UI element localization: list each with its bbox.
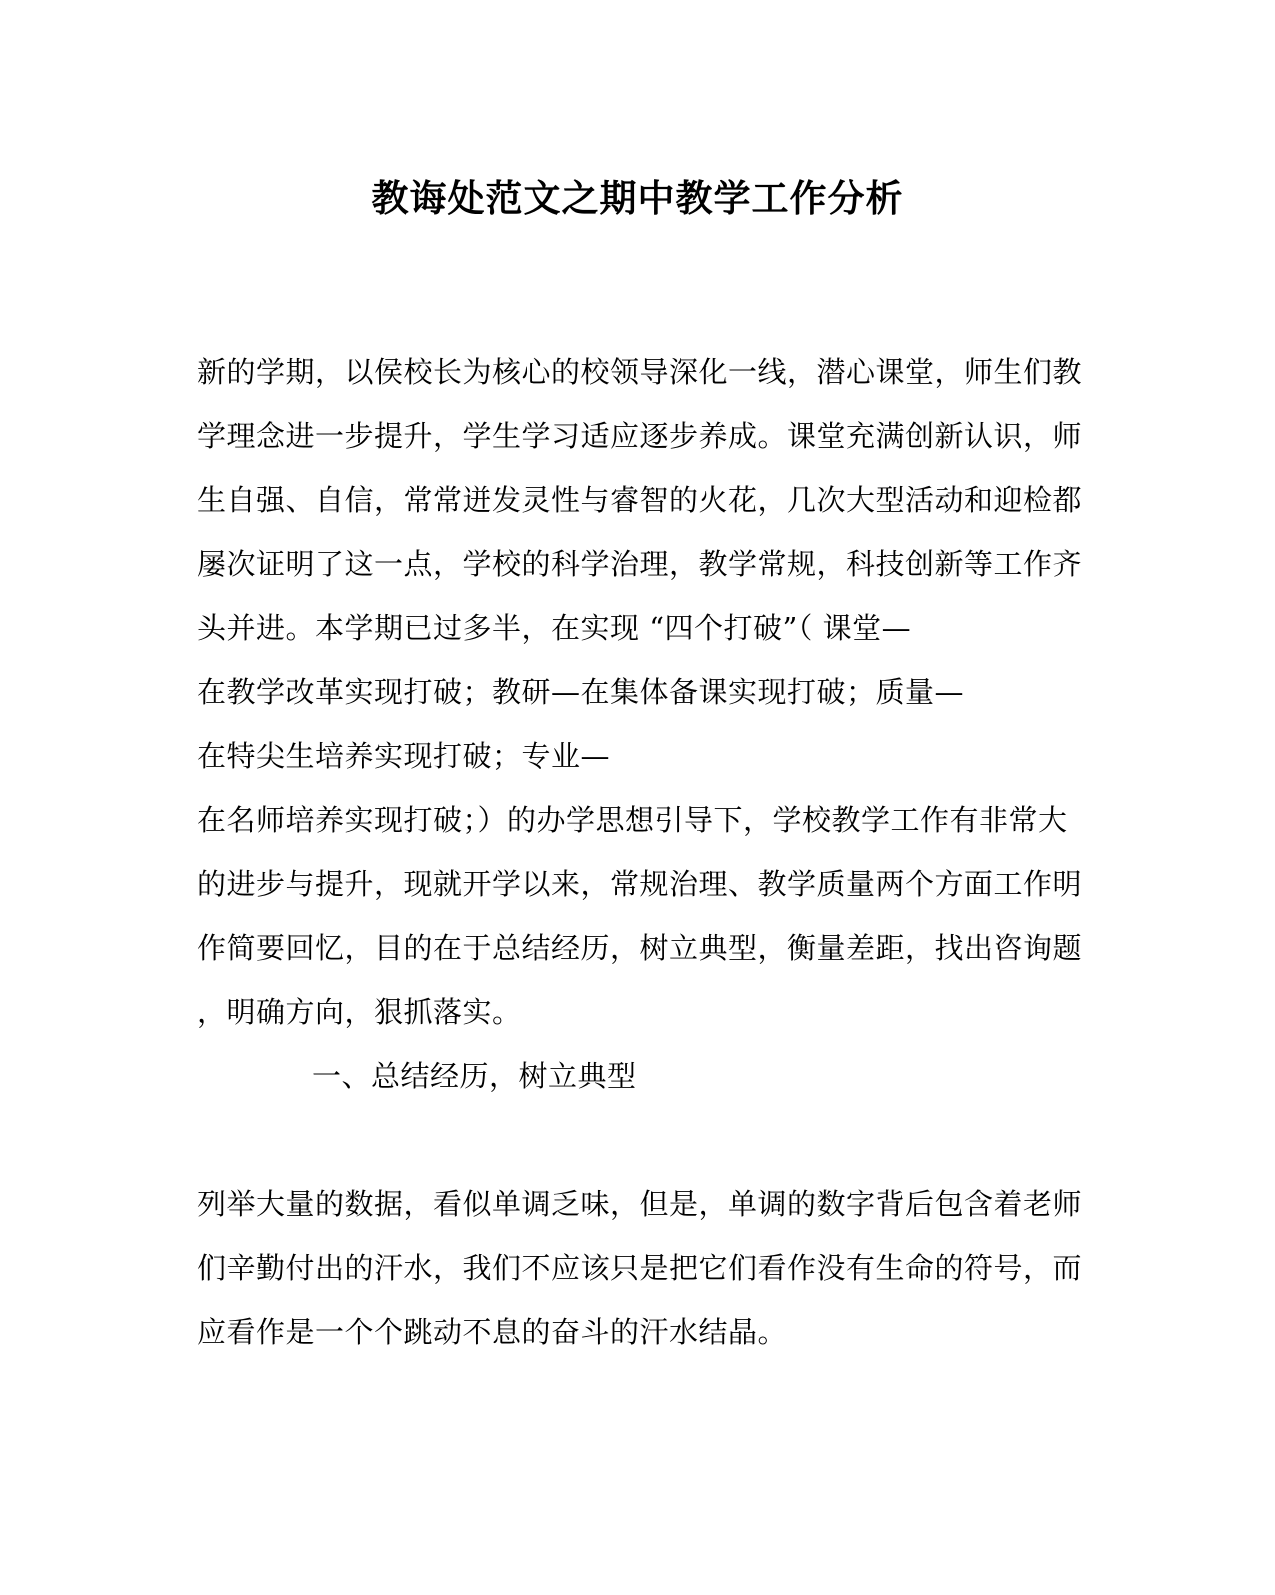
paragraph-1-line-3: 生自强、自信，常常迸发灵性与睿智的火花，几次大型活动和迎检都	[197, 483, 1083, 517]
paragraph-1-line-5: 头并进。本学期已过多半，在实现 “四个打破”（ 课堂—	[197, 611, 912, 645]
section-heading: 一、总结经历，树立典型	[312, 1059, 637, 1093]
paragraph-2-line-1: 列举大量的数据，看似单调乏味，但是，单调的数字背后包含着老师	[197, 1187, 1083, 1221]
paragraph-1-line-7: 在特尖生培养实现打破；专业—	[197, 739, 611, 773]
paragraph-1-line-2: 学理念进一步提升，学生学习适应逐步养成。课堂充满创新认识，师	[197, 419, 1083, 453]
paragraph-1-line-9: 的进步与提升，现就开学以来，常规治理、教学质量两个方面工作明	[197, 867, 1083, 901]
paragraph-1-line-4: 屡次证明了这一点，学校的科学治理，教学常规，科技创新等工作齐	[197, 547, 1083, 581]
paragraph-1-line-10: 作简要回忆，目的在于总结经历，树立典型，衡量差距，找出咨询题	[197, 931, 1083, 965]
paragraph-1-line-8: 在名师培养实现打破；）的办学思想引导下，学校教学工作有非常大	[197, 803, 1068, 837]
paragraph-2-line-2: 们辛勤付出的汗水，我们不应该只是把它们看作没有生命的符号，而	[197, 1251, 1083, 1285]
paragraph-1-line-1: 新的学期，以侯校长为核心的校领导深化一线，潜心课堂，师生们教	[197, 355, 1083, 389]
document-title: 教诲处范文之期中教学工作分析	[371, 176, 904, 220]
paragraph-1-line-6: 在教学改革实现打破；教研—在集体备课实现打破；质量—	[197, 675, 965, 709]
paragraph-2-line-3: 应看作是一个个跳动不息的奋斗的汗水结晶。	[197, 1315, 788, 1349]
paragraph-1-line-11: ，明确方向，狠抓落实。	[197, 995, 522, 1029]
